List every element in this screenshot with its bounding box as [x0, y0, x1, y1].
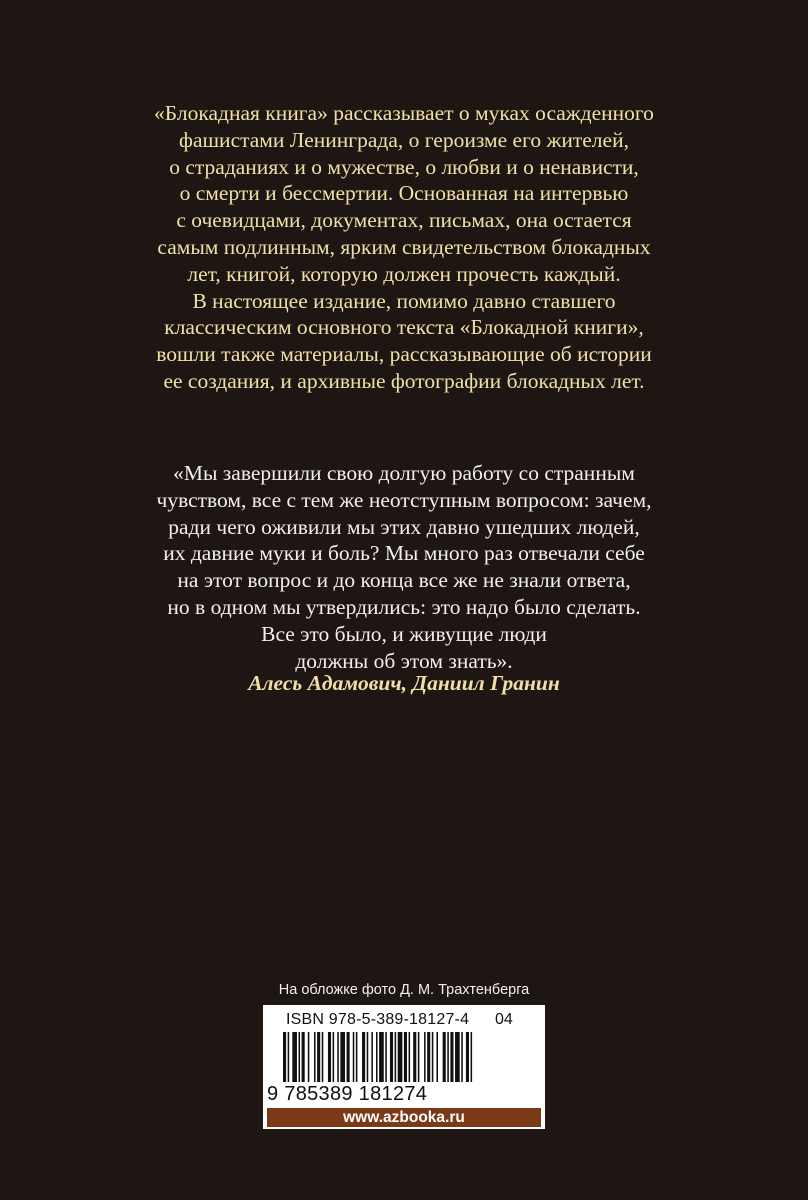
barcode-bar: [404, 1032, 407, 1082]
barcode-bar: [390, 1032, 393, 1082]
description-line: вошли также материалы, рассказывающие об истории: [156, 342, 652, 367]
barcode-bar: [443, 1032, 446, 1082]
barcode-bar: [385, 1032, 387, 1082]
barcode-bar: [455, 1032, 460, 1082]
barcode-addon: 04: [495, 1011, 513, 1028]
quote-line: ради чего оживили мы этих давно ушедших людей,: [168, 514, 640, 539]
barcode-bar: [308, 1032, 310, 1082]
description-line: фашистами Ленинграда, о героизме его жителей,: [179, 127, 629, 152]
barcode-bar: [413, 1032, 416, 1082]
description-line: самым подлинным, ярким свидетельством блокадных: [157, 234, 651, 259]
barcode-bar: [292, 1032, 297, 1082]
barcode-bar: [299, 1032, 301, 1082]
barcode-bars: [283, 1032, 533, 1082]
isbn-label: ISBN 978-5-389-18127-4: [286, 1011, 470, 1028]
description-line: В настоящее издание, помимо давно ставшего: [192, 288, 616, 313]
quote-line: чувством, все с тем же неотступным вопросом: зачем,: [156, 487, 652, 512]
barcode-bar: [409, 1032, 411, 1082]
barcode-bar: [347, 1032, 350, 1082]
barcode-bar: [450, 1032, 453, 1082]
quote-line: но в одном мы утвердились: это надо было сделать.: [167, 594, 641, 619]
quote-line: их давние муки и боль? Мы много раз отвечали себе: [163, 541, 645, 566]
barcode-bar: [322, 1032, 324, 1082]
cover-photo-credit: На обложке фото Д. М. Трахтенберга: [278, 982, 530, 998]
publisher-url: www.azbooka.ru: [267, 1108, 541, 1127]
quote-line: должны об этом знать».: [295, 648, 513, 673]
authors-quote: [0, 460, 808, 674]
barcode-bar: [317, 1032, 320, 1082]
isbn-barcode: [263, 1005, 545, 1108]
barcode-bar: [461, 1032, 463, 1082]
description-line: лет, книгой, которую должен прочесть каждый.: [187, 261, 621, 286]
barcode-bar: [418, 1032, 420, 1082]
barcode-digits: 9 785389 181274: [267, 1083, 428, 1105]
barcode-bar: [333, 1032, 335, 1082]
barcode-bar: [447, 1032, 449, 1082]
barcode-bar: [398, 1032, 403, 1082]
description-line: «Блокадная книга» рассказывает о муках осажденного: [154, 101, 654, 125]
quote-line: «Мы завершили свою долгую работу со странным: [173, 461, 635, 485]
barcode-bar: [436, 1032, 438, 1082]
quote-author: Алесь Адамович, Даниил Гранин: [248, 671, 560, 695]
barcode-bar: [302, 1032, 305, 1082]
description-line: классическим основного текста «Блокадной книги»,: [164, 315, 644, 340]
barcode-bar: [379, 1032, 384, 1082]
book-description: [0, 100, 808, 395]
description-line: о страданиях и о мужестве, о любви и о ненависти,: [169, 154, 639, 179]
barcode-bar: [337, 1032, 339, 1082]
barcode-bar: [376, 1032, 378, 1082]
barcode-bar: [432, 1032, 434, 1082]
barcode-bar: [424, 1032, 426, 1082]
description-line: о смерти и бессмертии. Основанная на интервью: [179, 181, 629, 206]
barcode-bar: [466, 1032, 469, 1082]
barcode-bar: [367, 1032, 369, 1082]
barcode-bar: [340, 1032, 345, 1082]
quote-line: на этот вопрос и до конца все же не знали ответа,: [177, 568, 631, 593]
barcode-bar: [471, 1032, 473, 1082]
barcode-bar: [283, 1032, 286, 1082]
publisher-url-band: [263, 1108, 545, 1129]
barcode-bar: [328, 1032, 331, 1082]
barcode-bar: [395, 1032, 397, 1082]
barcode-bar: [288, 1032, 290, 1082]
quote-line: Все это было, и живущие люди: [261, 621, 547, 646]
barcode-bar: [353, 1032, 355, 1082]
description-line: ее создания, и архивные фотографии блокадных лет.: [163, 368, 645, 393]
barcode-bar: [314, 1032, 316, 1082]
barcode-bar: [362, 1032, 365, 1082]
barcode-bar: [356, 1032, 358, 1082]
description-line: с очевидцами, документах, письмах, она остается: [176, 208, 632, 233]
barcode-bar: [427, 1032, 430, 1082]
barcode-bar: [371, 1032, 373, 1082]
